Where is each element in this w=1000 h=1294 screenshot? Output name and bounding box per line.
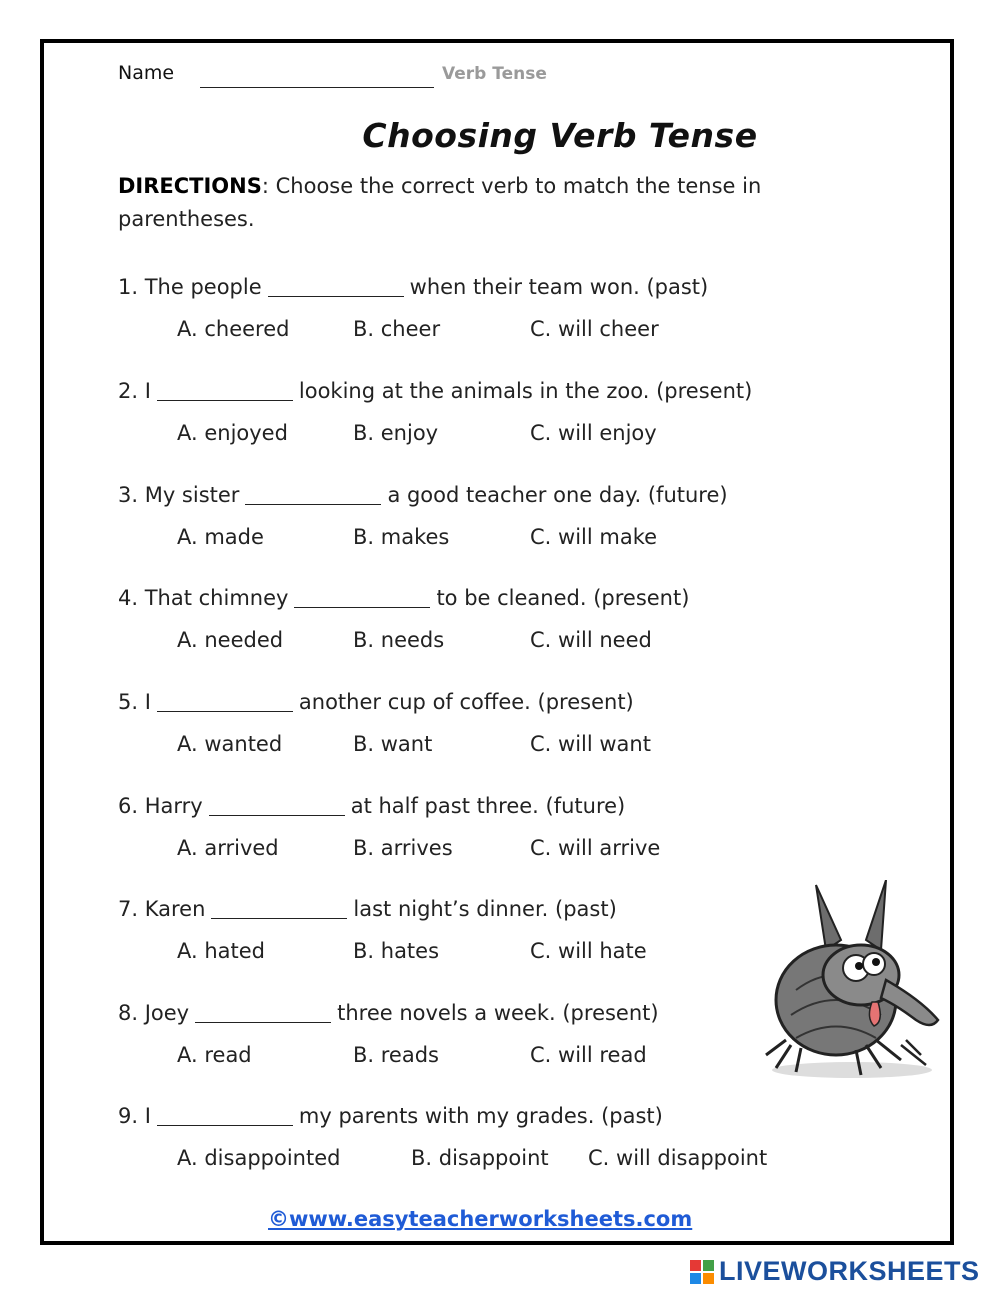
- option-b[interactable]: B. hates: [353, 939, 440, 963]
- question-text-before: 6. Harry: [118, 794, 203, 818]
- question-text-before: 9. I: [118, 1104, 151, 1128]
- option-a[interactable]: A. arrived: [177, 836, 279, 860]
- option-b[interactable]: B. enjoy: [353, 421, 439, 445]
- option-c[interactable]: C. will cheer: [530, 317, 659, 341]
- question-text-after: at half past three. (future): [350, 794, 626, 818]
- option-c[interactable]: C. will read: [530, 1043, 647, 1067]
- option-b[interactable]: B. cheer: [353, 317, 441, 341]
- answer-blank[interactable]: [157, 382, 293, 401]
- footer-link[interactable]: ©www.easyteacherworksheets.com: [268, 1207, 693, 1231]
- option-a[interactable]: A. hated: [177, 939, 266, 963]
- option-c[interactable]: C. will want: [530, 732, 651, 756]
- question-text-before: 2. I: [118, 379, 151, 403]
- question-text-after: my parents with my grades. (past): [298, 1104, 663, 1128]
- answer-blank[interactable]: [209, 797, 345, 816]
- answer-blank[interactable]: [157, 693, 293, 712]
- question-text-before: 3. My sister: [118, 483, 240, 507]
- option-a[interactable]: A. read: [177, 1043, 252, 1067]
- answer-blank[interactable]: [294, 589, 430, 608]
- question-5: [118, 690, 634, 714]
- question-text-after: last night’s dinner. (past): [353, 897, 617, 921]
- question-1: [118, 275, 708, 299]
- logo-blocks-icon: [690, 1260, 714, 1284]
- option-a[interactable]: A. needed: [177, 628, 284, 652]
- question-3: [118, 483, 728, 507]
- answer-blank[interactable]: [245, 486, 381, 505]
- question-7: [118, 897, 617, 921]
- question-text-after: to be cleaned. (present): [436, 586, 690, 610]
- option-c[interactable]: C. will disappoint: [588, 1146, 768, 1170]
- option-a[interactable]: A. made: [177, 525, 264, 549]
- answer-blank[interactable]: [157, 1107, 293, 1126]
- answer-blank[interactable]: [195, 1004, 331, 1023]
- logo-block: [690, 1260, 701, 1271]
- question-2: [118, 379, 752, 403]
- question-text-after: another cup of coffee. (present): [298, 690, 634, 714]
- question-6: [118, 794, 625, 818]
- option-a[interactable]: A. enjoyed: [177, 421, 288, 445]
- answer-blank[interactable]: [211, 900, 347, 919]
- directions: [118, 170, 808, 236]
- question-text-before: 8. Joey: [118, 1001, 190, 1025]
- option-a[interactable]: A. disappointed: [177, 1146, 341, 1170]
- option-b[interactable]: B. makes: [353, 525, 450, 549]
- question-text-after: a good teacher one day. (future): [387, 483, 728, 507]
- question-text-before: 7. Karen: [118, 897, 206, 921]
- question-text-after: three novels a week. (present): [337, 1001, 659, 1025]
- option-c[interactable]: C. will enjoy: [530, 421, 657, 445]
- option-a[interactable]: A. wanted: [177, 732, 283, 756]
- question-text-after: looking at the animals in the zoo. (present): [298, 379, 753, 403]
- option-a[interactable]: A. cheered: [177, 317, 290, 341]
- option-b[interactable]: B. needs: [353, 628, 445, 652]
- question-9: [118, 1104, 663, 1128]
- question-text-after: when their team won. (past): [409, 275, 709, 299]
- option-c[interactable]: C. will arrive: [530, 836, 661, 860]
- page-title: Choosing Verb Tense: [362, 116, 758, 155]
- option-c[interactable]: C. will make: [530, 525, 658, 549]
- header-tag: Verb Tense: [442, 64, 547, 84]
- armadillo-illustration: [756, 880, 946, 1080]
- directions-text: : Choose the correct verb to match the tense in parentheses.: [118, 174, 762, 231]
- option-b[interactable]: B. reads: [353, 1043, 439, 1067]
- logo-block: [703, 1273, 714, 1284]
- answer-blank[interactable]: [268, 278, 404, 297]
- directions-label: DIRECTIONS: [118, 174, 262, 198]
- name-label: Name: [118, 62, 175, 84]
- question-text-before: 1. The people: [118, 275, 262, 299]
- option-c[interactable]: C. will need: [530, 628, 652, 652]
- option-b[interactable]: B. disappoint: [411, 1146, 549, 1170]
- option-b[interactable]: B. arrives: [353, 836, 453, 860]
- question-4: [118, 586, 689, 610]
- logo-block: [703, 1260, 714, 1271]
- logo-block: [690, 1273, 701, 1284]
- option-b[interactable]: B. want: [353, 732, 433, 756]
- logo-text: LIVEWORKSHEETS: [719, 1256, 980, 1286]
- question-8: [118, 1001, 659, 1025]
- question-text-before: 5. I: [118, 690, 151, 714]
- question-text-before: 4. That chimney: [118, 586, 289, 610]
- name-input-line[interactable]: [200, 87, 434, 88]
- liveworksheets-logo[interactable]: [690, 1256, 980, 1287]
- option-c[interactable]: C. will hate: [530, 939, 647, 963]
